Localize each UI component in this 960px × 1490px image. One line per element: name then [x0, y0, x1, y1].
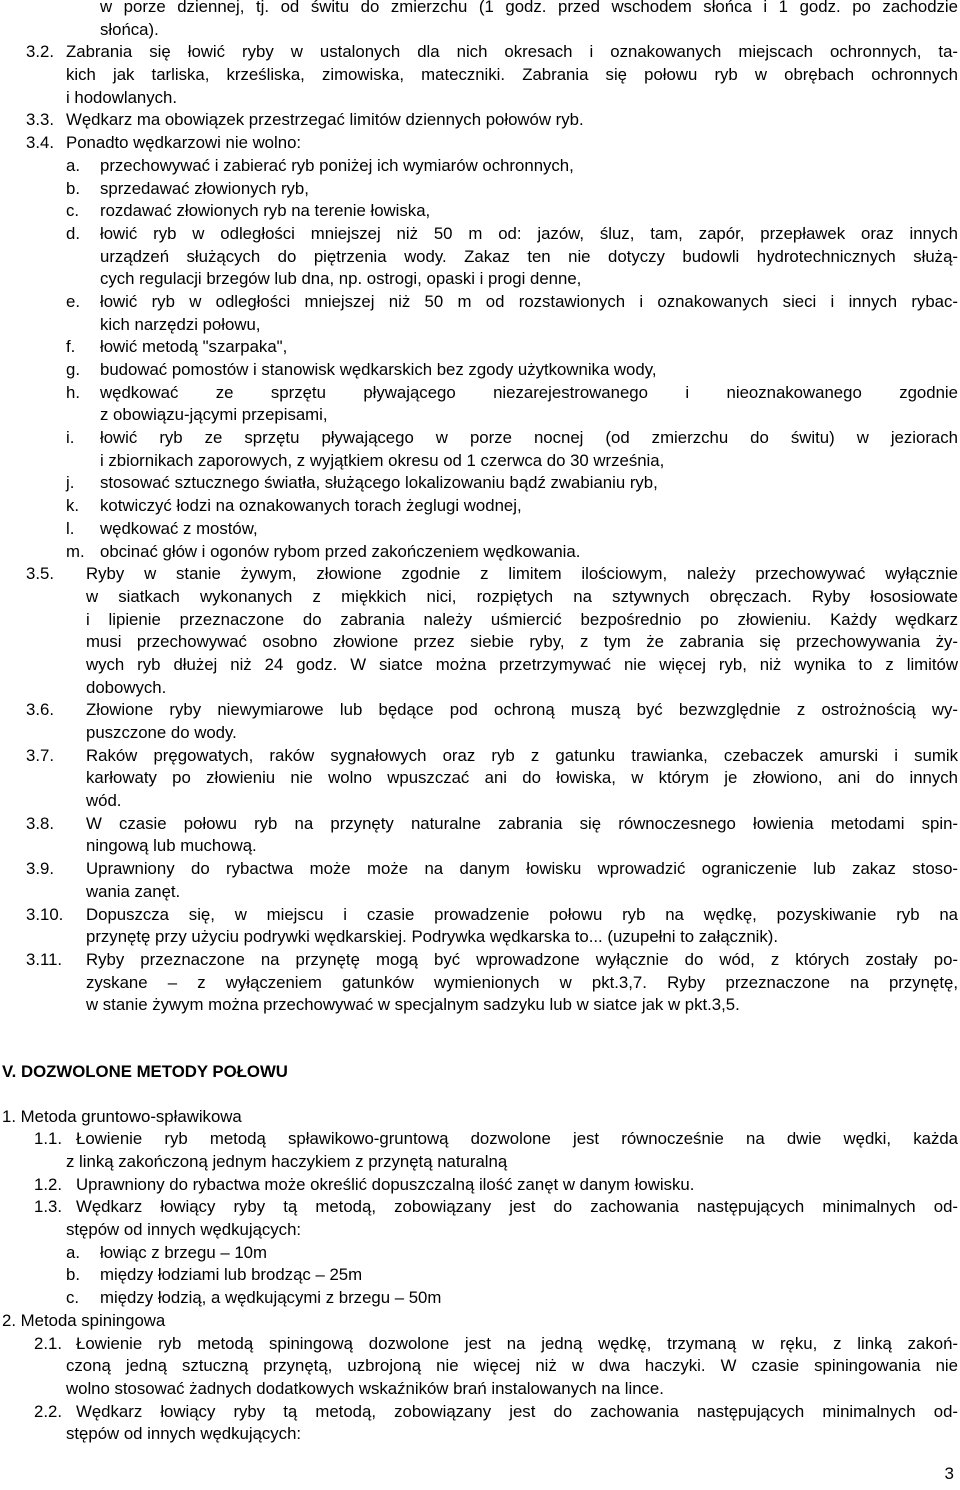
- prohibition-item-number: b.: [66, 178, 80, 198]
- method-rule: [34, 1333, 958, 1401]
- rule-item-number: 3.2.: [26, 42, 54, 62]
- text-line: puszczone do wody.: [86, 723, 237, 742]
- section-heading: V. DOZWOLONE METODY POŁOWU: [2, 1061, 288, 1081]
- text-line: wód.: [86, 791, 122, 811]
- rule-item-number: 3.4.: [26, 133, 54, 153]
- text-line: kich narzędzi połowu,: [100, 314, 261, 334]
- text-line: budować pomostów i stanowisk wędkarskich bez zgody użytkownika wody,: [100, 360, 657, 379]
- method-rule-number: 2.1.: [34, 1333, 62, 1353]
- text-line: Raków pręgowatych, raków sygnałowych oraz ryb z gatunku trawianka, czebaczek amurski i sumik: [86, 745, 958, 765]
- text-line: rozdawać złowionych ryb na terenie łowiska,: [100, 201, 431, 221]
- method1-distances: [0, 1242, 960, 1310]
- text-line: w porze dziennej, tj. od świtu do zmierzchu (1 godz. przed wschodem słońca i 1 godz. po zachodzie: [100, 0, 958, 16]
- text-line: wolno stosować żadnych dodatkowych wskaźników brań instalowanych na lince.: [66, 1378, 664, 1398]
- page-number: 3: [944, 1464, 954, 1484]
- method2-items: [0, 1333, 960, 1446]
- text-line: wędkować ze sprzętu pływającego niezarejestrowanego i nieoznakowanego zgodnie: [100, 382, 958, 402]
- method1-title: 1. Metoda gruntowo-spławikowa: [2, 1106, 242, 1126]
- intro-continuation: [100, 0, 958, 41]
- prohibition-item-number: c.: [66, 201, 80, 221]
- text-line: obcinać głów i ogonów rybom przed zakończeniem wędkowania.: [100, 541, 581, 561]
- rule-item: [26, 132, 958, 155]
- prohibition-item: [66, 200, 958, 223]
- rule-item-number: 3.8.: [26, 813, 54, 833]
- text-line: łowić ryb w odległości mniejszej niż 50 m od rozstawionych i oznakowanych sieci i innych rybac-: [100, 291, 958, 311]
- method-rule: [34, 1401, 958, 1446]
- text-line: Zabrania się łowić ryby w ustalonych dla nich okresach i oznakowanych miejscach ochronnych, ta-: [66, 42, 958, 62]
- prohibition-item-number: a.: [66, 155, 80, 175]
- text-line: Dopuszcza się, w miejscu i czasie prowadzenie połowu ryb na wędkę, pozyskiwanie ryb na: [86, 904, 958, 924]
- text-line: z linką zakończoną jednym haczykiem z przynętą naturalną: [66, 1152, 508, 1171]
- prohibition-item-number: i.: [66, 428, 75, 448]
- rule-item: [26, 563, 958, 699]
- text-line: karłowaty po złowieniu nie wolno wpuszczać ani do łowiska, w którym je złowiono, ani do innych: [86, 768, 958, 788]
- text-line: przechowywać i zabierać ryb poniżej ich wymiarów ochronnych,: [100, 155, 574, 175]
- prohibition-item-number: l.: [66, 518, 75, 538]
- prohibition-item-number: d.: [66, 223, 80, 243]
- text-line: wania zanęt.: [86, 881, 181, 901]
- distance-item: [66, 1264, 958, 1287]
- prohibition-item: [66, 336, 958, 359]
- text-line: zyskane – z wyłączeniem gatunków wymienionych w pkt.3,7. Ryby przeznaczone na przynętę,: [86, 972, 958, 992]
- text-line: Ryby przeznaczone na przynętę mogą być wprowadzone wyłącznie do wód, z których zostały po-: [86, 949, 958, 969]
- prohibition-item: [66, 495, 958, 518]
- text-line: łowić ryb w odległości mniejszej niż 50 m od: jazów, śluz, tam, zapór, przepławek oraz innych: [100, 223, 958, 243]
- text-line: Wędkarz łowiący ryby tą metodą, zobowiązany jest do zachowania następujących minimalnych od-: [76, 1197, 958, 1217]
- rule-item: [26, 745, 958, 813]
- text-line: i zbiornikach zaporowych, z wyjątkiem okresu od 1 czerwca do 30 września,: [100, 450, 665, 470]
- rule-item-number: 3.11.: [26, 949, 63, 969]
- prohibition-item-number: g.: [66, 360, 80, 379]
- prohibition-item-number: e.: [66, 291, 80, 311]
- rule-item-number: 3.9.: [26, 859, 54, 879]
- text-line: cych regulacji brzegów lub dna, np. ostrogi, opaski i progi denne,: [100, 269, 582, 289]
- rule-item-number: 3.10.: [26, 904, 64, 924]
- prohibition-item: [66, 472, 958, 495]
- text-line: kich jak tarliska, krześliska, zimowiska, mateczniki. Zabrania się połowu ryb w obrębach ochronnych: [66, 65, 958, 85]
- text-line: w stanie żywym można przechowywać w specjalnym sadzyku lub w siatce jak w pkt.3,5.: [86, 995, 740, 1015]
- prohibition-item: [66, 359, 958, 382]
- method1-items: [0, 1128, 960, 1241]
- text-line: kotwiczyć łodzi na oznakowanych torach żeglugi wodnej,: [100, 496, 522, 516]
- method2-title: 2. Metoda spiningowa: [2, 1310, 166, 1330]
- rule-item-number: 3.7.: [26, 745, 54, 765]
- text-line: stępów od innych wędkujących:: [66, 1220, 302, 1240]
- method-rule: [34, 1128, 958, 1173]
- prohibition-item: [66, 223, 958, 291]
- text-line: W czasie połowu ryb na przynęty naturalne zabrania się równoczesnego łowienia metodami spin-: [86, 813, 958, 833]
- method-rule-number: 2.2.: [34, 1401, 62, 1421]
- text-line: Wędkarz ma obowiązek przestrzegać limitów dziennych połowów ryb.: [66, 110, 584, 130]
- rule-item-number: 3.5.: [26, 564, 54, 584]
- text-line: między łodzią, a wędkującymi z brzegu – 50m: [100, 1288, 442, 1308]
- rule-item: [26, 858, 958, 903]
- method-rule-number: 1.3.: [34, 1197, 62, 1217]
- rules-list: [0, 41, 960, 154]
- method-rule-number: 1.2.: [34, 1174, 62, 1194]
- rule-item: [26, 41, 958, 109]
- text-line: musi przechowywać osobno złowione przez siebie ryby, z tym że zabrania się przechowywania ży-: [86, 632, 958, 652]
- text-line: stępów od innych wędkujących:: [66, 1424, 302, 1444]
- text-line: ningową lub muchową.: [86, 836, 257, 856]
- prohibition-item-number: j.: [66, 473, 75, 493]
- text-line: i lipienie przeznaczone do zabrania należy uśmiercić bezpośrednio po złowieniu. Każdy wędkarz: [86, 609, 958, 629]
- prohibition-item: [66, 518, 958, 541]
- text-line: słońca).: [100, 19, 159, 39]
- text-line: z obowiązu-jącymi przepisami,: [100, 405, 328, 425]
- text-line: łowić ryb ze sprzętu pływającego w porze nocnej (od zmierzchu do świtu) w jeziorach: [100, 428, 958, 448]
- prohibitions-list: [0, 155, 960, 563]
- rule-item: [26, 904, 958, 949]
- prohibition-item-number: m.: [66, 541, 85, 561]
- distance-item-number: a.: [66, 1242, 80, 1262]
- prohibition-item-number: h.: [66, 382, 80, 402]
- text-line: Łowienie ryb metodą spławikowo-gruntową dozwolone jest równocześnie na dwie wędki, każda: [76, 1129, 958, 1149]
- text-line: i hodowlanych.: [66, 87, 178, 107]
- distance-item-number: c.: [66, 1288, 80, 1308]
- text-line: w siatkach wykonanych z miękkich nici, rozpiętych na sztywnych obręczach. Ryby łososiowate: [86, 586, 958, 606]
- prohibition-item-number: f.: [66, 337, 76, 357]
- rules-list-continued: [0, 563, 960, 1017]
- text-line: Uprawniony do rybactwa może określić dopuszczalną ilość zanęt w danym łowisku.: [76, 1174, 695, 1194]
- prohibition-item: [66, 382, 958, 427]
- method-rule: [34, 1196, 958, 1241]
- rule-item-number: 3.6.: [26, 700, 54, 720]
- distance-item-number: b.: [66, 1265, 80, 1285]
- prohibition-item: [66, 155, 958, 178]
- prohibition-item: [66, 178, 958, 201]
- text-line: między łodziami lub brodząc – 25m: [100, 1265, 363, 1285]
- distance-item: [66, 1287, 958, 1310]
- text-line: Uprawniony do rybactwa może może na danym łowisku wprowadzić ograniczenie lub zakaz stoso-: [86, 859, 958, 879]
- rule-item: [26, 699, 958, 744]
- text-line: Wędkarz łowiący ryby tą metodą, zobowiązany jest do zachowania następujących minimalnych od-: [76, 1401, 958, 1421]
- method-rule: [34, 1174, 958, 1197]
- prohibition-item: [66, 291, 958, 336]
- prohibition-item: [66, 427, 958, 472]
- text-line: wędkować z mostów,: [100, 518, 258, 538]
- text-line: czoną jedną sztuczną przynętą, uzbrojoną nie więcej niż w dwa haczyki. W czasie spiningowania nie: [66, 1356, 958, 1376]
- distance-item: [66, 1242, 958, 1265]
- text-line: łowić metodą "szarpaka",: [100, 337, 288, 357]
- rule-item-number: 3.3.: [26, 110, 54, 130]
- text-line: urządzeń służących do piętrzenia wody. Zakaz ten nie dotyczy budowli hydrotechnicznych służą-: [100, 246, 958, 266]
- text-line: Łowienie ryb metodą spiningową dozwolone jest na jedną wędkę, trzymaną w ręku, z linką zakoń-: [76, 1333, 958, 1353]
- method-rule-number: 1.1.: [34, 1129, 62, 1149]
- rule-item: [26, 109, 958, 132]
- prohibition-item-number: k.: [66, 496, 80, 516]
- rule-item: [26, 949, 958, 1017]
- text-line: wych ryb dłużej niż 24 godz. W siatce można przetrzymywać nie więcej ryb, niż wynika to z limitów: [86, 654, 958, 674]
- text-line: Złowione ryby niewymiarowe lub będące pod ochroną muszą być bezwzględnie z ostrożnością wy-: [86, 700, 958, 720]
- text-line: Ryby w stanie żywym, złowione zgodnie z limitem ilościowym, należy przechowywać wyłącznie: [86, 564, 958, 584]
- rule-item: [26, 813, 958, 858]
- text-line: sprzedawać złowionych ryb,: [100, 178, 309, 198]
- text-line: stosować sztucznego światła, służącego lokalizowaniu bądź zwabianiu ryb,: [100, 473, 658, 493]
- text-line: przynętę przy użyciu podrywki wędkarskiej. Podrywka wędkarska to... (uzupełni to załącznik).: [86, 927, 779, 947]
- text-line: Ponadto wędkarzowi nie wolno:: [66, 133, 302, 153]
- text-line: łowiąc z brzegu – 10m: [100, 1242, 267, 1262]
- prohibition-item: [66, 541, 958, 564]
- text-line: dobowych.: [86, 677, 167, 697]
